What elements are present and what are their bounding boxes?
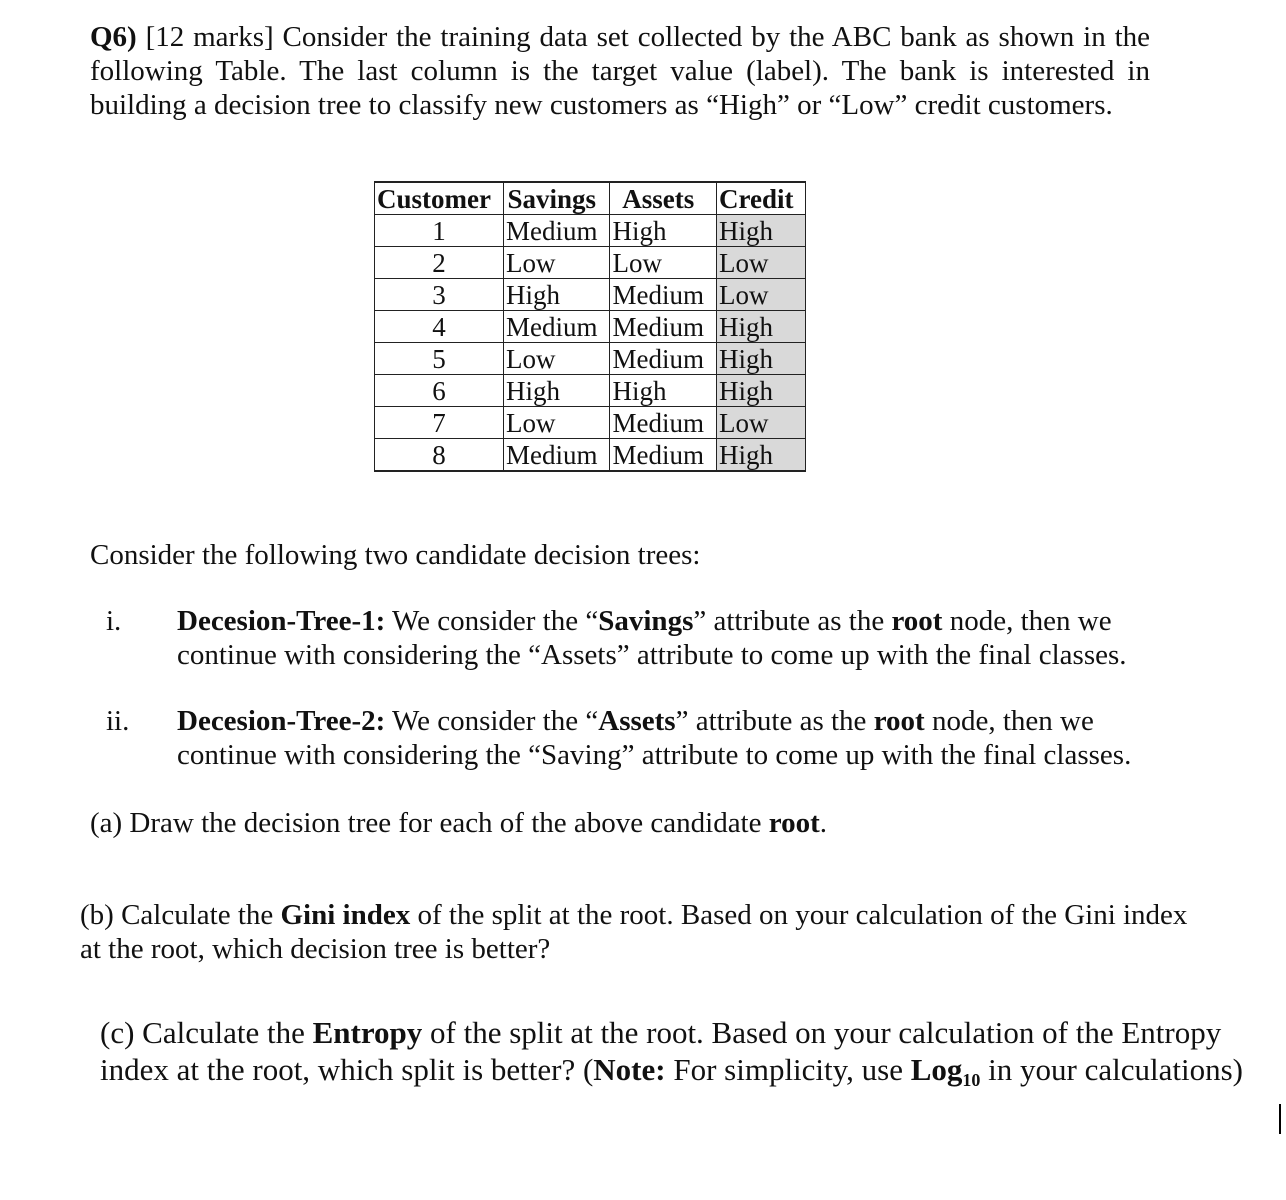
bold-run: root — [768, 807, 820, 839]
text-run: (b) Calculate the — [80, 899, 281, 931]
header-assets: Assets — [610, 182, 717, 215]
question-text: [12 marks] Consider the training data set collected by the ABC bank as shown in the following Table. The last column is the target value (label). The bank is interested in building a decision tree to classify new customers as “High” or “Low” credit customers. — [90, 21, 1151, 121]
cell-assets: High — [610, 215, 717, 247]
list-number: i. — [106, 605, 122, 637]
list-number: ii. — [106, 705, 130, 737]
cell-savings: Medium — [503, 215, 610, 247]
list-item-body — [177, 604, 1190, 672]
cell-customer: 8 — [375, 439, 504, 472]
log-text: Log — [910, 1052, 963, 1087]
header-savings: Savings — [503, 182, 610, 215]
table-header-row — [375, 182, 806, 215]
text-run: . — [819, 807, 828, 839]
cell-savings: Low — [503, 407, 610, 439]
header-credit: Credit — [716, 182, 806, 215]
table-row — [375, 343, 806, 375]
cell-credit: High — [716, 439, 806, 472]
cell-assets: Medium — [610, 279, 717, 311]
part-a — [90, 806, 827, 840]
training-data-table — [374, 181, 806, 472]
text-cursor — [1279, 1104, 1281, 1134]
table-row — [375, 311, 806, 343]
table-row — [375, 439, 806, 472]
cell-customer: 3 — [375, 279, 504, 311]
text-run: We consider the “ — [385, 605, 599, 637]
cell-customer: 7 — [375, 407, 504, 439]
cell-credit: High — [716, 375, 806, 407]
cell-credit: High — [716, 343, 806, 375]
tree-title: Decesion-Tree-2: — [177, 705, 386, 737]
bold-run: Gini index — [280, 899, 411, 931]
cell-savings: Low — [503, 247, 610, 279]
cell-assets: Medium — [610, 311, 717, 343]
table-row — [375, 215, 806, 247]
cell-savings: High — [503, 375, 610, 407]
header-customer: Customer — [375, 182, 504, 215]
cell-credit: Low — [716, 279, 806, 311]
attribute-name: Savings — [598, 605, 694, 637]
list-item-tree-1 — [90, 604, 1190, 672]
table-row — [375, 407, 806, 439]
question-intro — [90, 20, 1150, 122]
cell-customer: 4 — [375, 311, 504, 343]
list-item-tree-2 — [90, 704, 1190, 772]
table-row — [375, 279, 806, 311]
note-label: Note: — [593, 1052, 666, 1087]
cell-customer: 6 — [375, 375, 504, 407]
table-row — [375, 247, 806, 279]
cell-credit: Low — [716, 247, 806, 279]
cell-assets: Medium — [610, 439, 717, 472]
part-b — [80, 898, 1200, 966]
cell-savings: Low — [503, 343, 610, 375]
cell-savings: Medium — [503, 311, 610, 343]
cell-assets: High — [610, 375, 717, 407]
list-item-body — [177, 704, 1190, 772]
tree-title: Decesion-Tree-1: — [177, 605, 386, 637]
text-run: in your calculations) — [980, 1052, 1243, 1087]
text-run: (a) Draw the decision tree for each of the above candidate — [90, 807, 769, 839]
cell-customer: 2 — [375, 247, 504, 279]
text-run: ” attribute as the — [693, 605, 892, 637]
cell-credit: High — [716, 311, 806, 343]
consider-text: Consider the following two candidate decision trees: — [90, 539, 701, 571]
cell-credit: High — [716, 215, 806, 247]
cell-customer: 5 — [375, 343, 504, 375]
text-run: node, then we continue with considering the “Saving” attribute to come up with the final classes. — [177, 705, 1132, 771]
log-term — [910, 1052, 981, 1090]
part-c — [100, 1014, 1260, 1088]
attribute-name: Assets — [598, 705, 676, 737]
text-run: node, then we continue with considering the “Assets” attribute to come up with the final classes. — [177, 605, 1127, 671]
log-subscript: 10 — [962, 1070, 981, 1090]
table-row — [375, 375, 806, 407]
text-run: (c) Calculate the — [100, 1015, 313, 1050]
cell-customer: 1 — [375, 215, 504, 247]
text-run: We consider the “ — [385, 705, 599, 737]
root-word: root — [873, 705, 925, 737]
question-label: Q6) — [90, 21, 137, 53]
text-run: of the split at the root. Based on your calculation of the Gini index at the root, which decision tree is better? — [80, 899, 1188, 965]
text-run: ” attribute as the — [675, 705, 874, 737]
cell-assets: Low — [610, 247, 717, 279]
cell-assets: Medium — [610, 407, 717, 439]
cell-savings: High — [503, 279, 610, 311]
bold-run: Entropy — [312, 1015, 423, 1050]
text-run: of the split at the root. Based on your calculation of the Entropy index at the root, which split is better? ( — [100, 1015, 1222, 1087]
cell-credit: Low — [716, 407, 806, 439]
root-word: root — [891, 605, 943, 637]
cell-savings: Medium — [503, 439, 610, 472]
cell-assets: Medium — [610, 343, 717, 375]
text-run: For simplicity, use — [665, 1052, 911, 1087]
